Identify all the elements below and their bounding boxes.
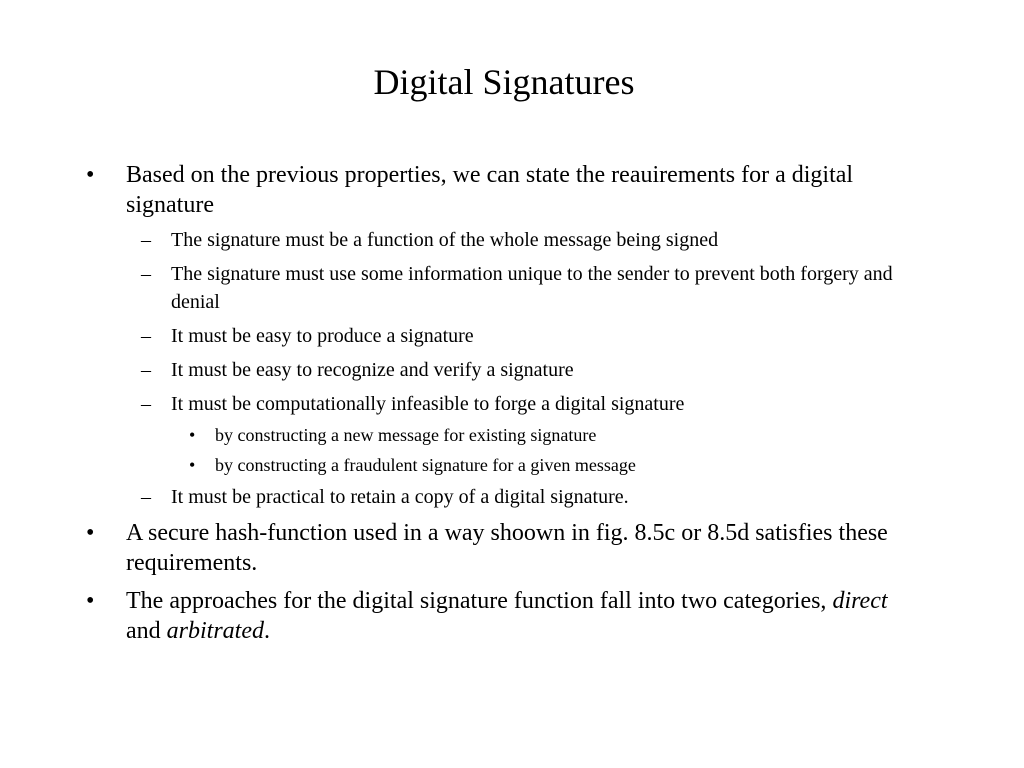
bullet-text-and: and [126,618,167,644]
dash-marker: – [141,263,151,285]
term-arbitrated: arbitrated [166,618,264,644]
sub-bullet-text: It must be easy to produce a signature [171,325,474,347]
dash-marker: – [141,486,151,508]
dash-marker: – [141,325,151,347]
bullet-marker: • [86,588,95,614]
bullet-marker: • [86,520,95,546]
sub-bullet-text: The signature must use some information unique to the sender to prevent both forgery and denial [171,263,893,313]
bullet-text-suffix: . [264,618,270,644]
sub-bullet-text: It must be computationally infeasible to forge a digital signature [171,393,685,415]
sub-bullet-text: It must be practical to retain a copy of a digital signature. [171,486,629,508]
sub-bullet-text: It must be easy to recognize and verify a signature [171,359,574,381]
bullet-marker: • [189,425,196,445]
sub-sub-bullet-text: by constructing a fraudulent signature for a given message [215,455,636,475]
sub-sub-bullet-text: by constructing a new message for existing signature [215,425,597,445]
term-direct: direct [832,588,888,614]
bullet-text-prefix: The approaches for the digital signature function fall into two categories, [126,588,833,614]
bullet-text [126,586,926,646]
bullet-marker: • [189,455,196,475]
dash-marker: – [141,229,151,251]
bullet-text: Based on the previous properties, we can state the reauirements for a digital signature [126,162,854,218]
dash-marker: – [141,359,151,381]
bullet-marker: • [86,162,95,188]
bullet-text: A secure hash-function used in a way shoown in fig. 8.5c or 8.5d satisfies these requirements. [126,520,888,576]
sub-bullet-text: The signature must be a function of the whole message being signed [171,229,719,251]
dash-marker: – [141,393,151,415]
slide-title: Digital Signatures [373,62,635,102]
